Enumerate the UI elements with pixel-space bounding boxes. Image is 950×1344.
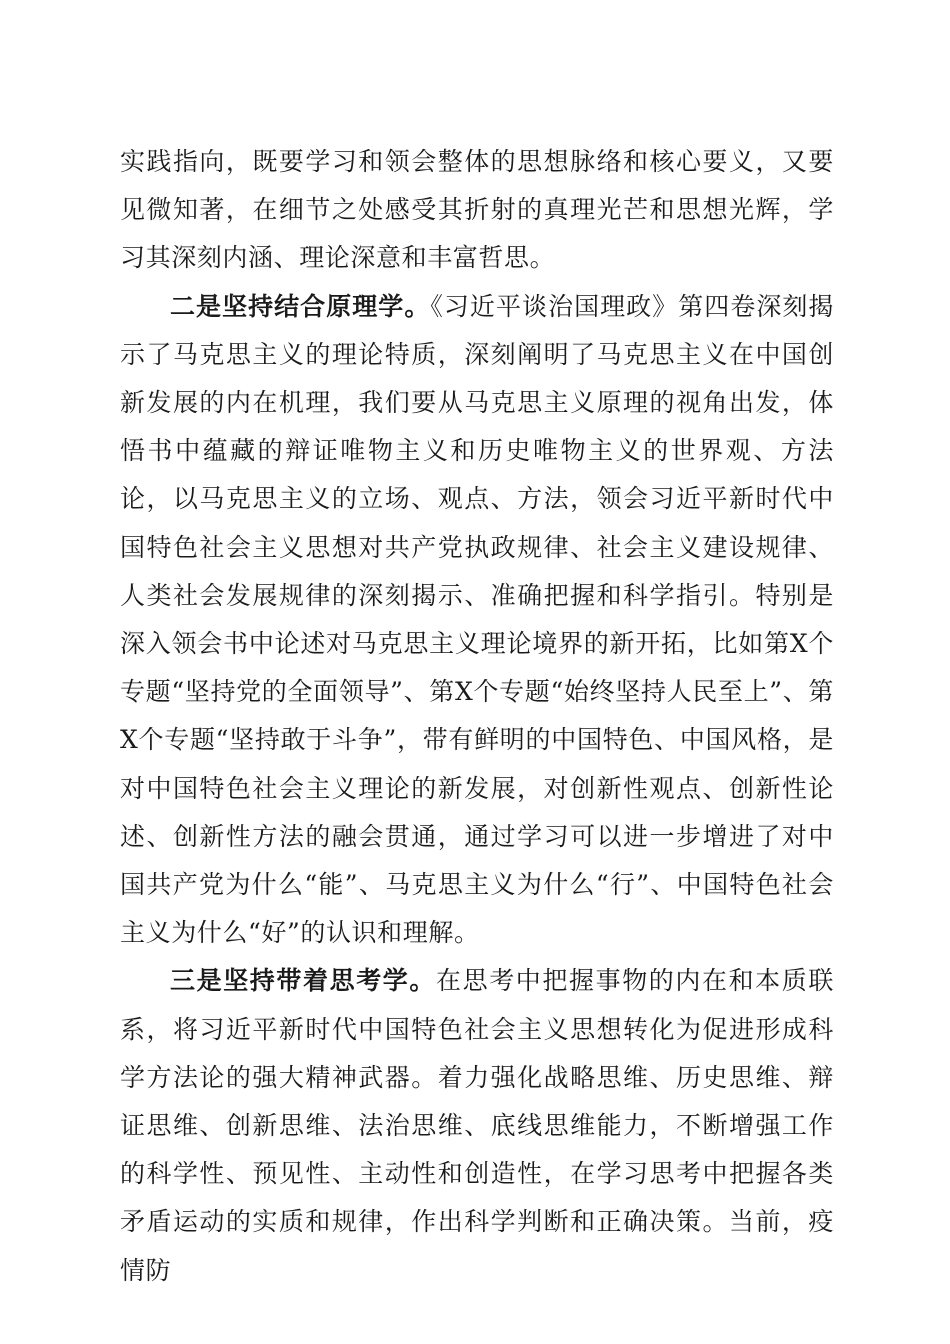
body-text [120, 138, 834, 1295]
paragraph-2-text: 《习近平谈治国理政》第四卷深刻揭示了马克思主义的理论特质，深刻阐明了马克思主义在中国创新发展的内在机理，我们要从马克思主义原理的视角出发，体悟书中蕴藏的辩证唯物主义和历史唯物主义的世界观、方法论，以马克思主义的立场、观点、方法，领会习近平新时代中国特色社会主义思想对共产党执政规律、社会主义建设规律、人类社会发展规律的深刻揭示、准确把握和科学指引。特别是深入领会书中论述对马克思主义理论境界的新开拓，比如第X个专题“坚持党的全面领导”、第X个专题“始终坚持人民至上”、第X个专题“坚持敢于斗争”，带有鲜明的中国特色、中国风格，是对中国特色社会主义理论的新发展，对创新性观点、创新性论述、创新性方法的融会贯通，通过学习可以进一步增进了对中国共产党为什么“能”、马克思主义为什么“行”、中国特色社会主义为什么“好”的认识和理解。 [120, 291, 834, 948]
paragraph-continuation [120, 138, 834, 283]
paragraph-principle [120, 283, 834, 958]
paragraph-1-text: 实践指向，既要学习和领会整体的思想脉络和核心要义，又要见微知著，在细节之处感受其折射的真理光芒和思想光辉，学习其深刻内涵、理论深意和丰富哲思。 [120, 147, 834, 273]
paragraph-2-heading: 二是坚持结合原理学。 [170, 291, 431, 321]
paragraph-thinking [120, 957, 834, 1294]
paragraph-3-heading: 三是坚持带着思考学。 [170, 966, 436, 996]
paragraph-3-text: 在思考中把握事物的内在和本质联系，将习近平新时代中国特色社会主义思想转化为促进形成科学方法论的强大精神武器。着力强化战略思维、历史思维、辩证思维、创新思维、法治思维、底线思维能力，不断增强工作的科学性、预见性、主动性和创造性，在学习思考中把握各类矛盾运动的实质和规律，作出科学判断和正确决策。当前，疫情防 [120, 966, 834, 1285]
